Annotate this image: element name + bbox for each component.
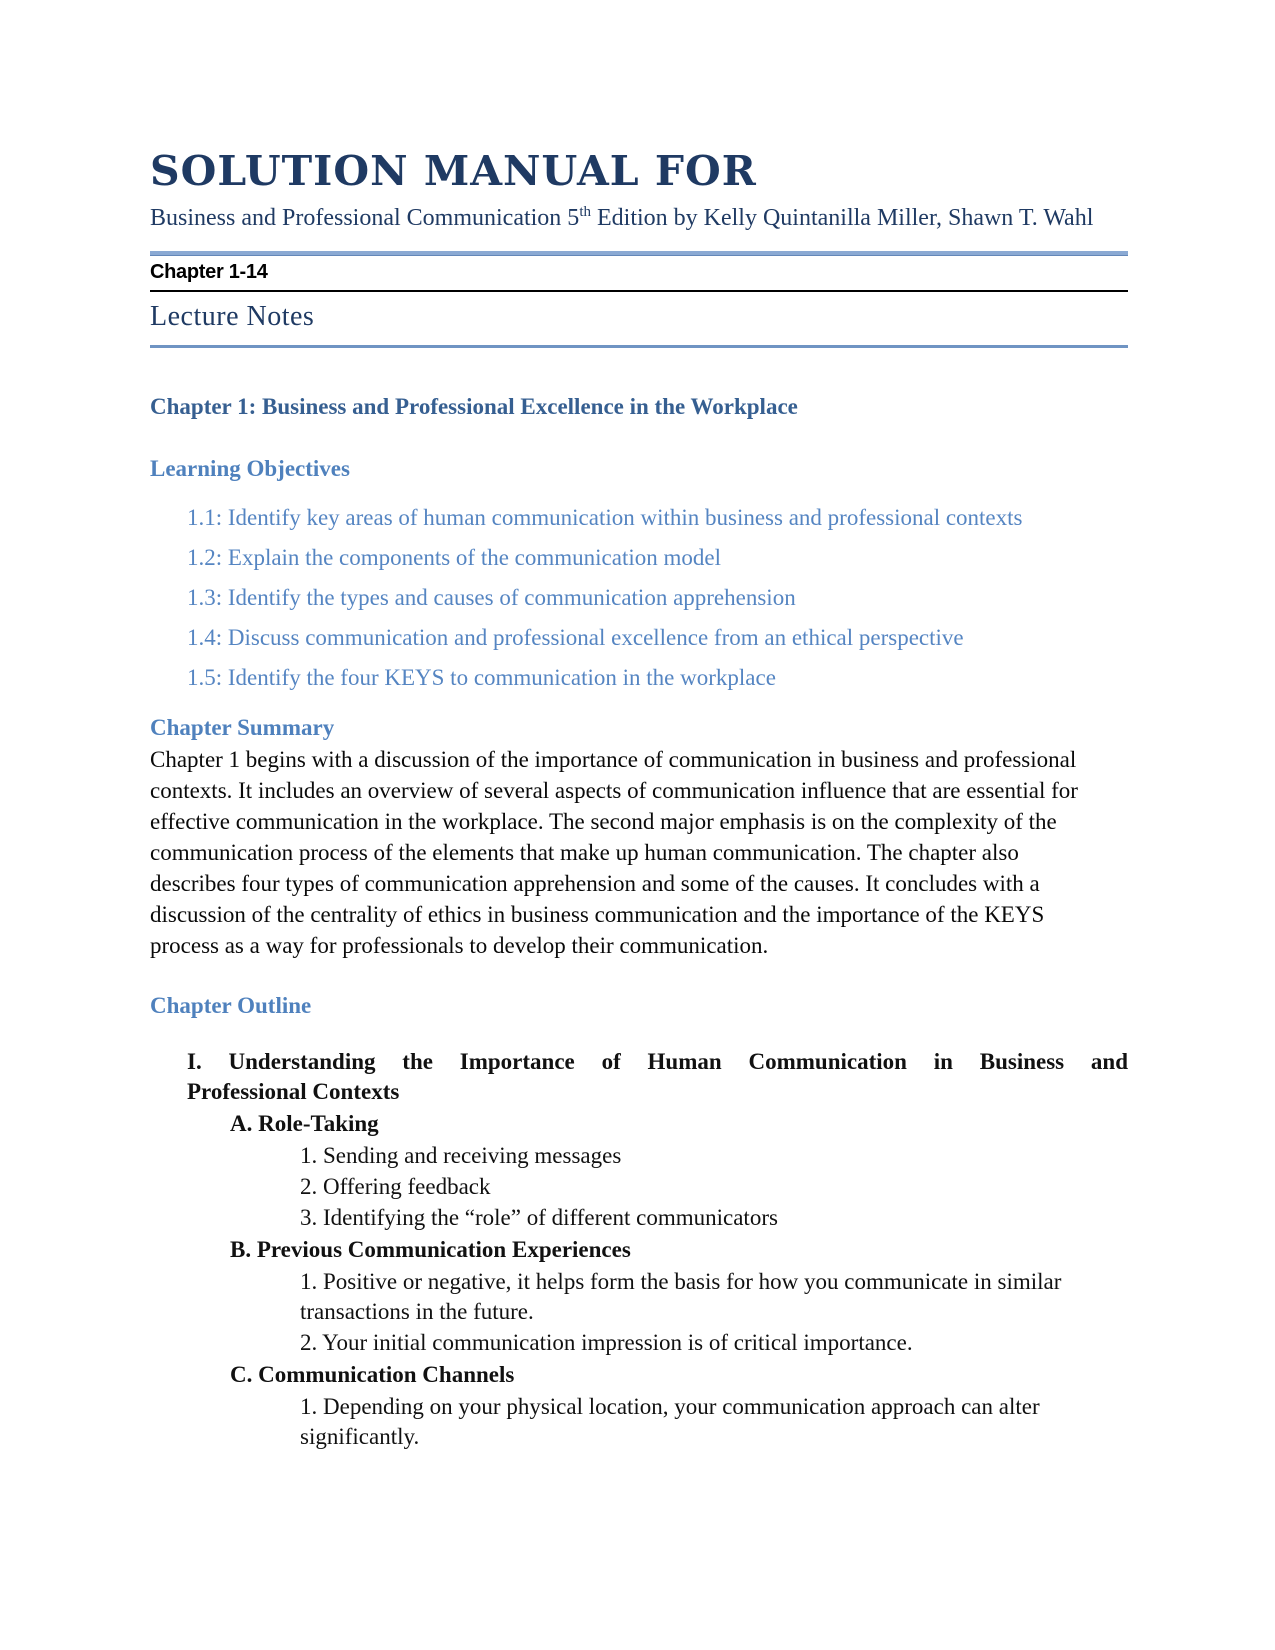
chapter-heading: Chapter 1: Business and Professional Excellence in the Workplace (150, 394, 798, 420)
divider-blue-bottom (150, 345, 1128, 348)
learning-objectives-heading: Learning Objectives (150, 456, 350, 482)
outline-roman-line2: Professional Contexts (187, 1079, 400, 1105)
outline-item-letter: A. Role-Taking (230, 1111, 379, 1137)
outline-roman-line1: I. Understanding the Importance of Human Communication in Business and (187, 1049, 1128, 1075)
chapter-summary-body: Chapter 1 begins with a discussion of the importance of communication in business and professional contexts. It includes an overview of several aspects of communication influence that are essential for effective communication in the workplace. The second major emphasis is on the complexity of the communication process of the elements that make up human communication. The chapter also describes four types of communication apprehension and some of the causes. It concludes with a discussion of the centrality of ethics in business communication and the importance of the KEYS process as a way for professionals to develop their communication. (150, 747, 1078, 959)
document-title: SOLUTION MANUAL FOR (150, 147, 757, 195)
outline-item-number: 1. Depending on your physical location, your communication approach can alter significantly. (300, 1394, 1040, 1450)
objective-item: 1.3: Identify the types and causes of communication apprehension (187, 585, 796, 611)
subtitle-superscript: th (579, 204, 591, 221)
chapter-summary-heading: Chapter Summary (150, 715, 335, 741)
objective-item: 1.5: Identify the four KEYS to communication in the workplace (187, 665, 776, 691)
document-subtitle (150, 201, 1100, 235)
outline-item-number: 1. Sending and receiving messages (300, 1143, 622, 1169)
outline-item-letter: B. Previous Communication Experiences (230, 1237, 631, 1263)
outline-item-number: 3. Identifying the “role” of different communicators (300, 1205, 778, 1231)
chapter-range-label: Chapter 1-14 (150, 261, 268, 284)
chapter-outline-heading: Chapter Outline (150, 993, 312, 1019)
outline-item-number: 2. Offering feedback (300, 1174, 491, 1200)
objective-item: 1.2: Explain the components of the communication model (187, 545, 721, 571)
objective-item: 1.4: Discuss communication and professional excellence from an ethical perspective (187, 625, 964, 651)
chapter-outline-list (150, 1047, 1128, 1452)
objective-item: 1.1: Identify key areas of human communication within business and professional contexts (187, 505, 1023, 531)
outline-item-number: 2. Your initial communication impression is of critical importance. (300, 1330, 913, 1356)
outline-item-letter: C. Communication Channels (230, 1362, 515, 1388)
outline-item-number: 1. Positive or negative, it helps form the basis for how you communicate in similar transactions in the future. (300, 1269, 1062, 1325)
subtitle-text-continued: Edition by Kelly Quintanilla Miller, Shawn T. Wahl (590, 205, 1094, 232)
subtitle-text: Business and Professional Communication 5 (150, 205, 580, 232)
doc-type-label: Lecture Notes (150, 301, 315, 333)
outline-item-roman (187, 1047, 1128, 1107)
learning-objectives-list (150, 506, 1128, 689)
